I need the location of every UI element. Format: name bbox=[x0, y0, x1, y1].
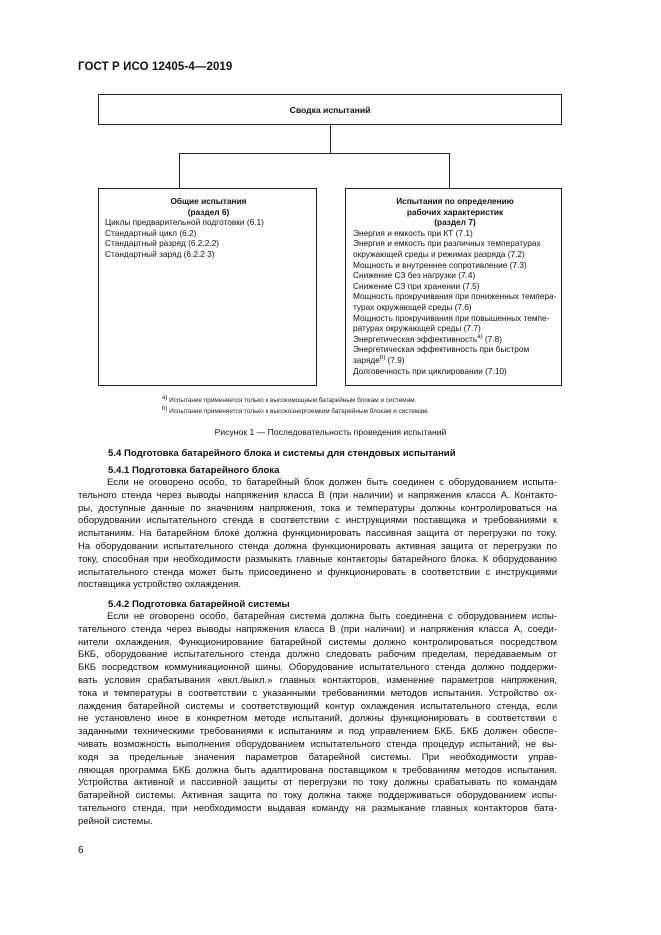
footnote-b bbox=[162, 405, 429, 415]
paragraph-line: На оборудовании испытательного стенда должна функционировать активная защита от перегрузки по bbox=[78, 540, 557, 552]
connector-right-drop bbox=[449, 153, 450, 188]
paragraph-5-4-2-lines bbox=[78, 611, 557, 829]
paragraph-line: чивать возможность выполнения оборудованием испытательного стенда процедур испытаний, не вы- bbox=[78, 738, 557, 750]
connector-vertical-top bbox=[330, 125, 331, 153]
section-5-4-heading: 5.4 Подготовка батарейного блока и системы для стендовых испытаний bbox=[108, 448, 456, 459]
document-header: ГОСТ Р ИСО 12405-4—2019 bbox=[78, 61, 233, 73]
paragraph-line: Если не оговорено особо, то батарейный блок должен быть соединен с оборудованием испыта- bbox=[107, 477, 557, 488]
general-test-item: Стандартный цикл (6.2) bbox=[105, 227, 197, 238]
performance-tests-heading-1: Испытания по определению bbox=[396, 196, 514, 206]
performance-test-item: Энергия и емкость при различных температурах bbox=[353, 238, 541, 249]
summary-box bbox=[98, 94, 562, 125]
general-tests-subheading: (раздел 6) bbox=[187, 206, 230, 217]
performance-tests-subheading: (раздел 7) bbox=[434, 217, 476, 228]
item-text: заряде bbox=[353, 354, 380, 365]
paragraph-5-4-1 bbox=[78, 477, 557, 592]
general-tests-box bbox=[98, 188, 317, 386]
paragraph-line: ляющая программа БКБ должна быть адаптирована поставщиком к требованиям методов испытания. bbox=[78, 764, 557, 776]
paragraph-line: испытательного стенда может быть присоединено и функционировать в соответствии с инструкциями bbox=[78, 566, 557, 578]
paragraph-line: БКБ посредством коммуникационной шины. Оборудование испытательного стенда должно поддержи- bbox=[78, 662, 557, 674]
performance-test-item: Энергетическая эффективность при быстром bbox=[353, 344, 530, 355]
paragraph-line: тательного стенда, при необходимости выдавая команду на размыкание главных контакторов бата- bbox=[78, 802, 557, 814]
paragraph-line: рейной системы. bbox=[78, 815, 153, 827]
summary-box-label: Сводка испытаний bbox=[289, 104, 371, 115]
performance-test-item: ратурах окружающей среды (7.7) bbox=[353, 323, 481, 334]
performance-test-item bbox=[353, 334, 557, 345]
paragraph-line: тока и температуры в соответствии с указанными требованиями методов испытания. Устройство ох- bbox=[78, 687, 557, 699]
performance-test-item: Снижение СЗ без нагрузки (7.4) bbox=[353, 270, 476, 281]
paragraph-line: лаждения батарейной системы и соответствующий контур охлаждения испытательного стенда, если bbox=[78, 700, 557, 712]
performance-test-item: Долговечность при циклировании (7.10) bbox=[353, 365, 507, 376]
paragraph-line: ходя за предельные значения параметров батарейной системы. При необходимости управ- bbox=[78, 751, 557, 763]
footnote-ref-a: a) bbox=[477, 333, 483, 340]
paragraph-5-4-1-lines bbox=[78, 477, 557, 592]
performance-test-item: окружающей среды и режимах разряда (7.2) bbox=[353, 248, 525, 259]
footnote-ref-b: b) bbox=[379, 355, 386, 362]
general-tests-heading: Общие испытания bbox=[170, 196, 247, 206]
page-number: 6 bbox=[78, 845, 84, 856]
paragraph-line: ры, доступные данные по значениям напряжения, тока и температуры должны контролироваться на bbox=[78, 502, 557, 514]
performance-test-item: Снижение СЗ при хранении (7.5) bbox=[353, 280, 480, 291]
section-5-4-2-heading: 5.4.2 Подготовка батарейной системы bbox=[108, 599, 290, 610]
paragraph-line: испытаниям. На батарейном блоке должна функционировать пассивная защита от перегрузки по току. bbox=[78, 528, 557, 540]
paragraph-line: БКБ, оборудование испытательного стенда должно следовать рабочим пределам, передаваемым от bbox=[78, 649, 557, 661]
paragraph-5-4-2 bbox=[78, 611, 557, 829]
paragraph-line: вать условия срабатывания «вкл./выкл.» главных контакторов, изменение параметров напряжения, bbox=[78, 674, 557, 686]
section-5-4-1-heading: 5.4.1 Подготовка батарейного блока bbox=[108, 465, 280, 476]
performance-test-item: Мощность и внутреннее сопротивление (7.3) bbox=[353, 259, 527, 270]
connector-horizontal bbox=[179, 153, 449, 154]
footnote-b-text: Испытание применяется только к высокоэнергоемким батарейным блокам и системам. bbox=[167, 408, 429, 415]
item-ref: (7.9) bbox=[385, 354, 405, 365]
paragraph-line: Если не оговорено особо, батарейная система должна быть соединена с оборудованием испы- bbox=[107, 611, 557, 622]
paragraph-line: тельного стенда через выводы напряжения класса В (при наличии) и напряжения класса А. Контакто- bbox=[78, 489, 557, 501]
performance-test-item bbox=[353, 355, 557, 366]
paragraph-line: оборудовании испытательного стенда в соответствии с инструкциями поставщика и требованиями к bbox=[78, 515, 557, 527]
general-test-item: Стандартный разряд (6.2.2.2) bbox=[105, 238, 220, 249]
figure-caption: Рисунок 1 — Последовательность проведения испытаний bbox=[214, 427, 447, 437]
paragraph-line: Устройства активной и пассивной защиты от перегрузки по току должны срабатывать по командам bbox=[78, 777, 557, 789]
performance-test-item: Энергия и емкость при КТ (7.1) bbox=[353, 227, 473, 238]
paragraph-line: тательного стенда через выводы напряжения класса В (при наличии) и напряжения класса А, соеди- bbox=[78, 623, 557, 635]
performance-tests-heading-2: рабочих характеристик bbox=[406, 206, 504, 217]
general-test-item: Циклы предварительной подготовки (6.1) bbox=[105, 217, 264, 228]
paragraph-line: поставщика устройство охлаждения. bbox=[78, 579, 242, 591]
paragraph-line: батарейной системы. Активная защита по току должна также поддерживаться оборудованием испы- bbox=[78, 790, 557, 802]
paragraph-line: нители охлаждения. Функционирование батарейной системы должно контролироваться посредством bbox=[78, 636, 557, 648]
paragraph-line: заданными техническими требованиями к испытаниям и под управлением БКБ. БКБ должен обеспе- bbox=[78, 726, 557, 738]
connector-left-drop bbox=[179, 153, 180, 188]
performance-test-item: турах окружающей среды (7.6) bbox=[353, 301, 472, 312]
paragraph-line: току, способная при необходимости размыкать главные контакторы батарейного блока. К оборудованию bbox=[78, 553, 557, 565]
footnote-a-text: Испытание применяется только к высокомощным батарейным блокам и системам. bbox=[167, 397, 417, 404]
footnote-b-mark: b) bbox=[162, 405, 168, 412]
performance-test-item: Мощность прокручивания при пониженных темпера- bbox=[353, 291, 557, 302]
performance-tests-box bbox=[345, 188, 562, 386]
item-text: Энергетическая эффективность bbox=[353, 333, 478, 344]
performance-test-item: Мощность прокручивания при повышенных темпе- bbox=[353, 312, 550, 323]
item-ref: (7.8) bbox=[482, 333, 502, 344]
footnote-a bbox=[162, 394, 417, 404]
footnote-a-mark: a) bbox=[162, 394, 168, 401]
paragraph-line: не установлено иное в конкретном методе испытаний, должны функционировать в соответствии с bbox=[78, 713, 557, 725]
general-test-item: Стандартный заряд (6.2.2 3) bbox=[105, 248, 215, 259]
